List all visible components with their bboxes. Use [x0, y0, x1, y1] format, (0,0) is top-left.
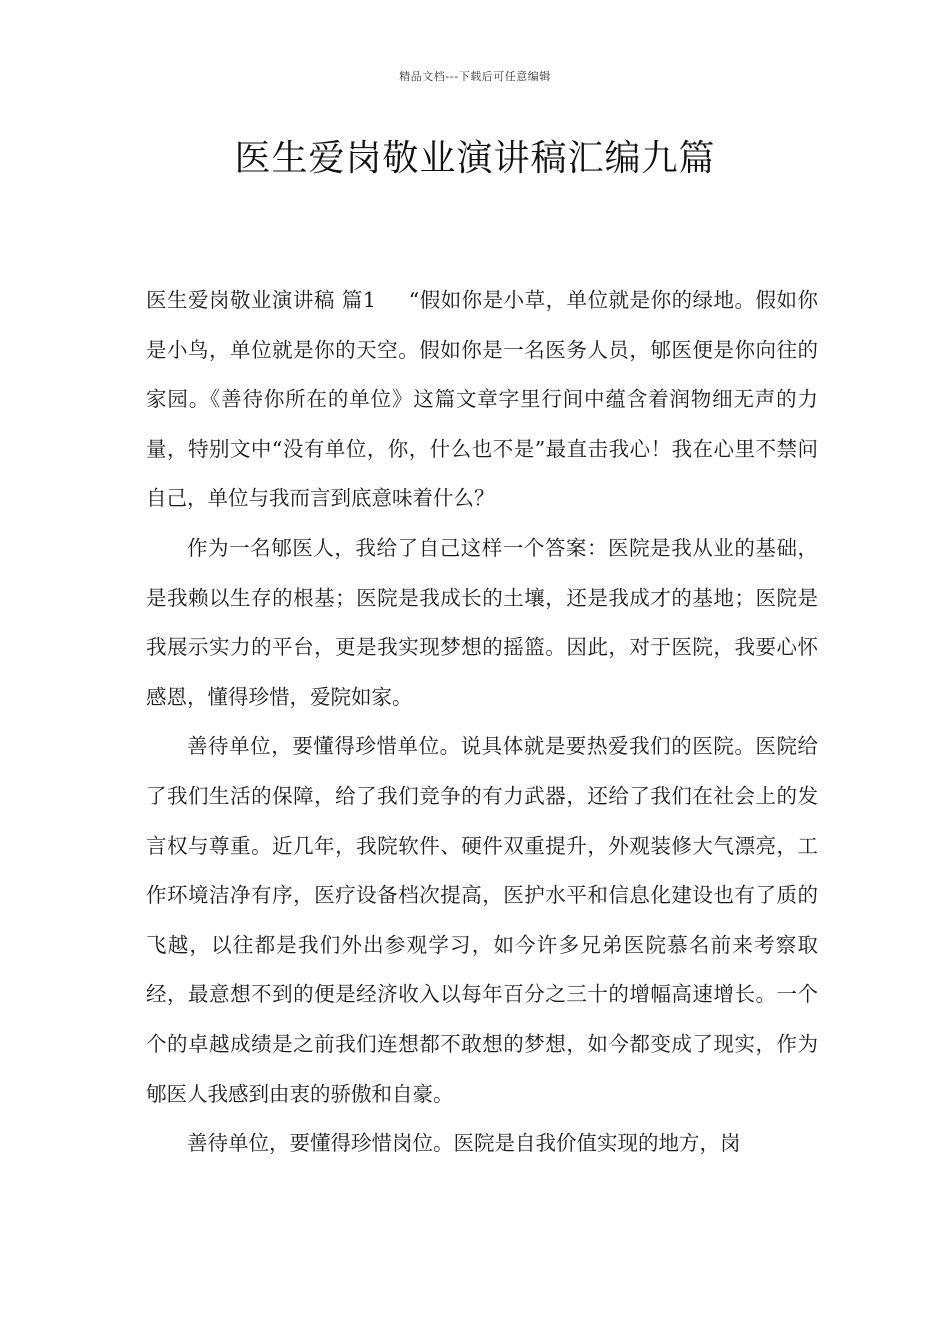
- paragraph-2: 作为一名郇医人，我给了自己这样一个答案：医院是我从业的基础，是我赖以生存的根基；医院是我成长的土壤，还是我成才的基地；医院是我展示实力的平台，更是我实现梦想的摇篮。因此，对于医院，我要心怀感恩，懂得珍惜，爱院如家。: [146, 535, 818, 709]
- section-label: 医生爱岗敬业演讲稿 篇1: [146, 288, 376, 312]
- document-body: [146, 276, 818, 1169]
- paragraph-3: 善待单位，要懂得珍惜单位。说具体就是要热爱我们的医院。医院给了我们生活的保障，给了我们竞争的有力武器，还给了我们在社会上的发言权与尊重。近几年，我院软件、硬件双重提升，外观装修大气漂亮，工作环境洁净有序，医疗设备档次提高，医护水平和信息化建设也有了质的飞越，以往都是我们外出参观学习，如今许多兄弟医院慕名前来考察取经，最意想不到的便是经济收入以每年百分之三十的增幅高速增长。一个个的卓越成绩是之前我们连想都不敢想的梦想，如今都变成了现实，作为郇医人我感到由衷的骄傲和自豪。: [146, 734, 818, 1106]
- document-title: 医生爱岗敬业演讲稿汇编九篇: [234, 138, 716, 179]
- header-note: 精品文档---下载后可任意编辑: [399, 70, 551, 83]
- paragraph-4: 善待单位，要懂得珍惜岗位。医院是自我价值实现的地方，岗: [187, 1131, 741, 1156]
- paragraph-1-text: “假如你是小草，单位就是你的绿地。假如你是小鸟，单位就是你的天空。假如你是一名医务人员，郇医便是你向往的家园。《善待你所在的单位》这篇文章字里行间中蕴含着润物细无声的力量，特别文中“没有单位，你，什么也不是”最直击我心！我在心里不禁问自己，单位与我而言到底意味着什么？: [146, 288, 818, 511]
- paragraph-1: [146, 276, 818, 524]
